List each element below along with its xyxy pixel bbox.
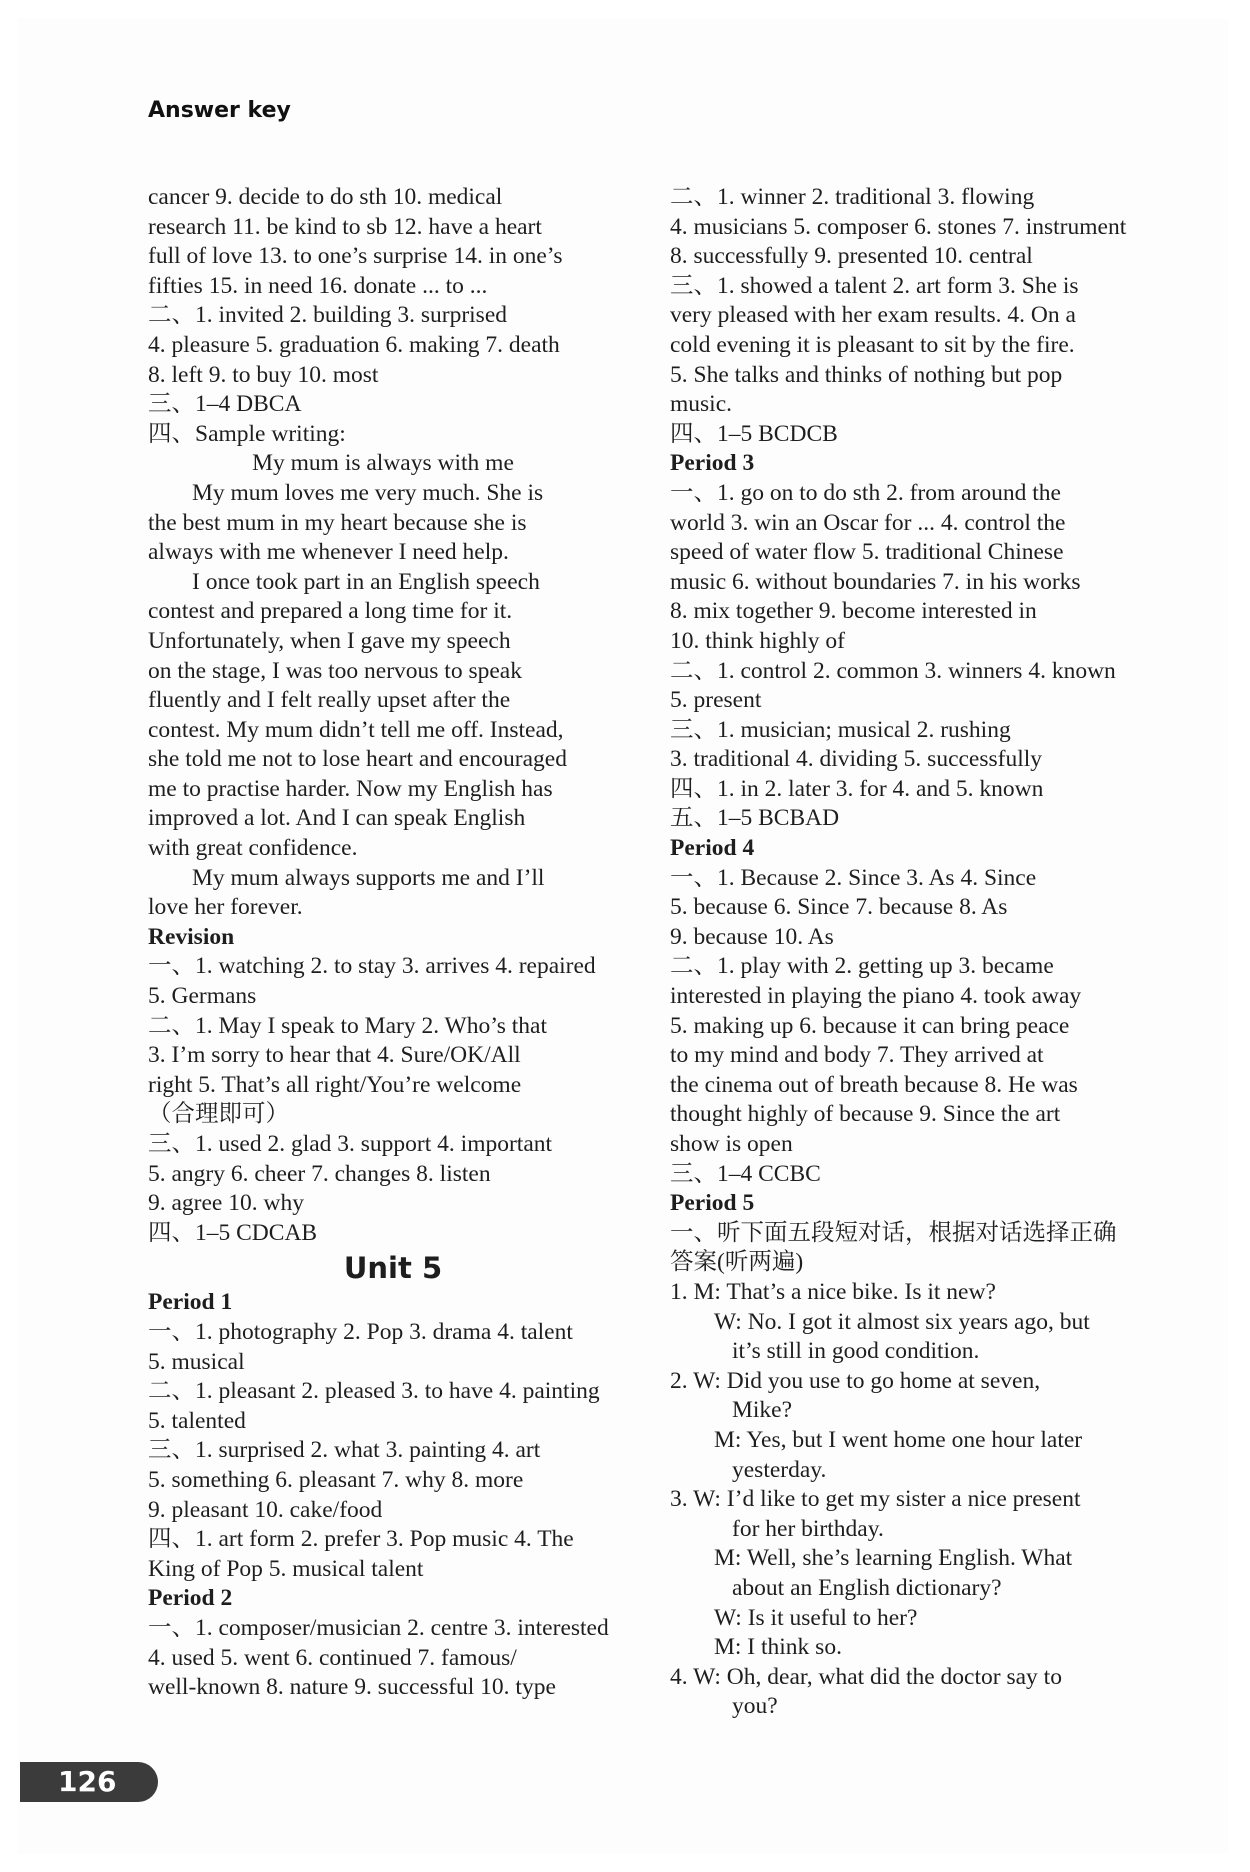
text-line: speed of water flow 5. traditional Chinese xyxy=(670,539,1064,566)
left-column xyxy=(148,183,638,1703)
text-line: cold evening it is pleasant to sit by the fire. xyxy=(670,331,1075,358)
dialogue-line: for her birthday. xyxy=(732,1515,884,1542)
text-line: 5. musical xyxy=(148,1348,245,1375)
text-line: 10. think highly of xyxy=(670,627,845,654)
text-line: 二、1. winner 2. traditional 3. flowing xyxy=(670,184,1035,210)
text-line: improved a lot. And I can speak English xyxy=(148,805,526,832)
text-line: contest. My mum didn’t tell me off. Instead, xyxy=(148,716,564,743)
text-line: fluently and I felt really upset after the xyxy=(148,687,511,714)
text-line: 3. traditional 4. dividing 5. successfully xyxy=(670,746,1043,773)
text-line: 8. successfully 9. presented 10. central xyxy=(670,243,1033,270)
text-line: cancer 9. decide to do sth 10. medical xyxy=(148,184,503,210)
text-line: 二、1. May I speak to Mary 2. Who’s that xyxy=(148,1012,548,1039)
dialogue-line: W: Is it useful to her? xyxy=(714,1604,918,1631)
dialogue-line: 1. M: That’s a nice bike. Is it new? xyxy=(670,1278,996,1305)
right-column xyxy=(670,183,1155,1722)
text-line: 4. musicians 5. composer 6. stones 7. instrument xyxy=(670,213,1127,240)
dialogue-line: 2. W: Did you use to go home at seven, xyxy=(670,1367,1041,1394)
section-heading-period-4: Period 4 xyxy=(670,835,755,862)
text-line: 5. She talks and thinks of nothing but pop xyxy=(670,361,1063,388)
text-line: fifties 15. in need 16. donate ... to ... xyxy=(148,272,488,299)
text-line: 5. angry 6. cheer 7. changes 8. listen xyxy=(148,1160,491,1187)
dialogue-line: it’s still in good condition. xyxy=(732,1338,980,1365)
text-line: 4. pleasure 5. graduation 6. making 7. death xyxy=(148,331,560,358)
text-line: research 11. be kind to sb 12. have a heart xyxy=(148,213,542,240)
text-line: 三、1. used 2. glad 3. support 4. important xyxy=(148,1131,553,1157)
text-line: 三、1. showed a talent 2. art form 3. She is xyxy=(670,272,1079,299)
text-line: full of love 13. to one’s surprise 14. in one’s xyxy=(148,243,563,270)
text-line: My mum always supports me and I’ll xyxy=(192,864,545,891)
text-line: Unfortunately, when I gave my speech xyxy=(148,627,511,654)
text-line: 三、1. musician; musical 2. rushing xyxy=(670,716,1011,743)
section-heading-period-1: Period 1 xyxy=(148,1289,233,1316)
text-line: with great confidence. xyxy=(148,835,358,862)
text-line: music 6. without boundaries 7. in his works xyxy=(670,568,1081,595)
text-line: 4. used 5. went 6. continued 7. famous/ xyxy=(148,1644,517,1671)
text-line: 一、1. photography 2. Pop 3. drama 4. talent xyxy=(148,1318,573,1345)
dialogue-line: about an English dictionary? xyxy=(732,1574,1002,1601)
text-line: always with me whenever I need help. xyxy=(148,539,509,566)
text-line: 四、1–5 BCDCB xyxy=(670,420,838,447)
dialogue-line: W: No. I got it almost six years ago, but xyxy=(714,1308,1090,1335)
text-line: 5. present xyxy=(670,687,762,714)
text-line: 一、1. go on to do sth 2. from around the xyxy=(670,479,1061,506)
text-line: the cinema out of breath because 8. He was xyxy=(670,1071,1078,1098)
text-line: 二、1. pleasant 2. pleased 3. to have 4. painting xyxy=(148,1378,600,1405)
section-heading-period-2: Period 2 xyxy=(148,1585,233,1612)
text-line: 5. Germans xyxy=(148,983,257,1010)
dialogue-line: M: Yes, but I went home one hour later xyxy=(714,1426,1083,1453)
text-line: the best mum in my heart because she is xyxy=(148,509,527,536)
text-line: 四、1. art form 2. prefer 3. Pop music 4. The xyxy=(148,1526,574,1553)
text-line: 9. agree 10. why xyxy=(148,1190,304,1217)
text-line: 9. because 10. As xyxy=(670,923,834,950)
text-line: 五、1–5 BCBAD xyxy=(670,805,840,832)
dialogue-line: Mike? xyxy=(732,1397,793,1424)
page-number: 126 xyxy=(58,1765,117,1798)
text-line: 一、1. watching 2. to stay 3. arrives 4. repaired xyxy=(148,953,596,980)
dialogue-line: 3. W: I’d like to get my sister a nice present xyxy=(670,1486,1081,1513)
text-line: （合理即可） xyxy=(148,1101,289,1128)
dialogue-line: you? xyxy=(732,1693,778,1720)
text-line: show is open xyxy=(670,1131,793,1157)
unit-title: Unit 5 xyxy=(343,1251,443,1286)
text-line: 3. I’m sorry to hear that 4. Sure/OK/All xyxy=(148,1042,521,1069)
text-line: 8. mix together 9. become interested in xyxy=(670,598,1037,625)
text-line: well-known 8. nature 9. successful 10. type xyxy=(148,1674,556,1701)
dialogue-line: M: Well, she’s learning English. What xyxy=(714,1545,1073,1572)
text-line: music. xyxy=(670,391,733,418)
text-line: 二、1. invited 2. building 3. surprised xyxy=(148,302,508,329)
text-line: 5. something 6. pleasant 7. why 8. more xyxy=(148,1466,524,1493)
text-line: 答案(听两遍) xyxy=(670,1249,804,1276)
text-line: 三、1–4 DBCA xyxy=(148,391,302,418)
text-line: love her forever. xyxy=(148,894,303,921)
dialogue-line: yesterday. xyxy=(732,1456,827,1483)
text-line: to my mind and body 7. They arrived at xyxy=(670,1042,1044,1069)
text-line: 二、1. play with 2. getting up 3. became xyxy=(670,953,1054,980)
dialogue-line: 4. W: Oh, dear, what did the doctor say to xyxy=(670,1663,1062,1690)
text-line: interested in playing the piano 4. took away xyxy=(670,983,1082,1010)
text-line: King of Pop 5. musical talent xyxy=(148,1555,424,1582)
text-line: 8. left 9. to buy 10. most xyxy=(148,361,379,388)
dialogue-line: M: I think so. xyxy=(714,1634,842,1661)
section-heading-period-5: Period 5 xyxy=(670,1190,755,1217)
text-line: thought highly of because 9. Since the art xyxy=(670,1101,1061,1128)
text-line: world 3. win an Oscar for ... 4. control the xyxy=(670,509,1066,536)
text-line: very pleased with her exam results. 4. On a xyxy=(670,302,1076,329)
text-line: contest and prepared a long time for it. xyxy=(148,598,513,625)
text-line: 三、1. surprised 2. what 3. painting 4. art xyxy=(148,1437,541,1464)
essay-title: My mum is always with me xyxy=(252,450,514,477)
text-line: 一、1. composer/musician 2. centre 3. interested xyxy=(148,1614,609,1641)
text-line: 5. making up 6. because it can bring peace xyxy=(670,1012,1070,1039)
text-line: 四、1–5 CDCAB xyxy=(148,1219,318,1246)
text-line: 四、1. in 2. later 3. for 4. and 5. known xyxy=(670,775,1044,802)
text-line: My mum loves me very much. She is xyxy=(192,479,544,506)
text-line: 一、听下面五段短对话，根据对话选择正确 xyxy=(670,1219,1117,1246)
section-heading-period-3: Period 3 xyxy=(670,450,755,477)
text-line: me to practise harder. Now my English has xyxy=(148,775,553,802)
text-line: 三、1–4 CCBC xyxy=(670,1160,821,1187)
text-line: 一、1. Because 2. Since 3. As 4. Since xyxy=(670,864,1037,891)
text-line: 9. pleasant 10. cake/food xyxy=(148,1496,383,1523)
section-heading-revision: Revision xyxy=(148,923,235,950)
text-line: 5. because 6. Since 7. because 8. As xyxy=(670,894,1008,921)
text-line: 二、1. control 2. common 3. winners 4. known xyxy=(670,657,1116,684)
text-line: she told me not to lose heart and encouraged xyxy=(148,746,567,773)
page-header: Answer key xyxy=(148,98,291,123)
text-line: 5. talented xyxy=(148,1407,246,1434)
text-line: 四、Sample writing: xyxy=(148,420,346,447)
text-line: I once took part in an English speech xyxy=(192,568,540,595)
text-line: right 5. That’s all right/You’re welcome xyxy=(148,1071,522,1098)
text-line: on the stage, I was too nervous to speak xyxy=(148,657,522,684)
